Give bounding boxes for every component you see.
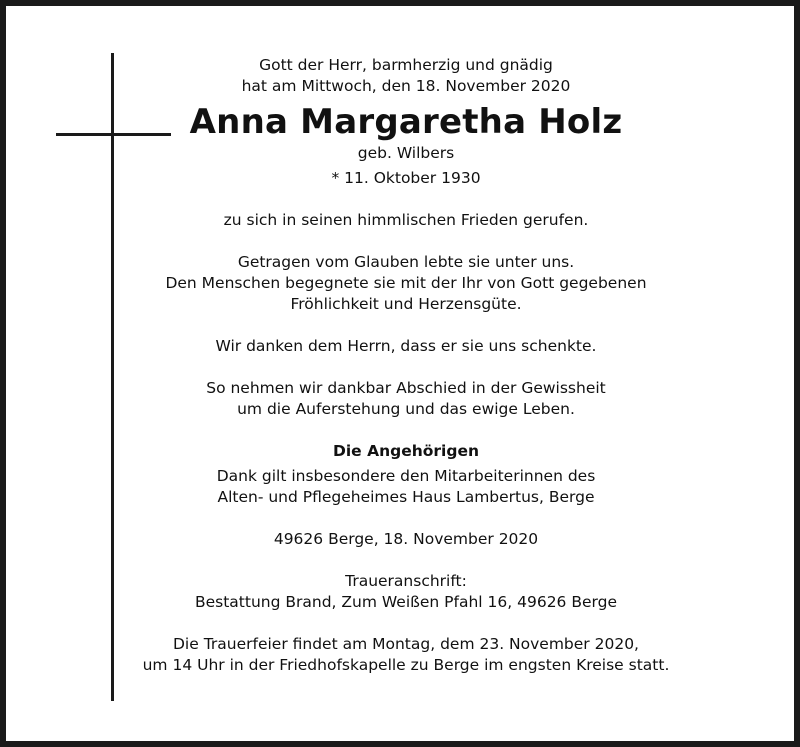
gratitude-line: Alten- und Pflegeheimes Haus Lambertus, Berge xyxy=(217,488,595,506)
farewell-line: um die Auferstehung und das ewige Leben. xyxy=(237,400,575,418)
farewell-paragraph xyxy=(126,378,686,420)
ceremony-line: Die Trauerfeier findet am Montag, dem 23. November 2020, xyxy=(173,635,639,653)
faith-line: Fröhlichkeit und Herzensgüte. xyxy=(290,295,522,313)
address-value: Bestattung Brand, Zum Weißen Pfahl 16, 49626 Berge xyxy=(194,593,617,611)
ceremony-line: um 14 Uhr in der Friedhofskapelle zu Berge im engsten Kreise statt. xyxy=(142,656,670,674)
cross-vertical-bar xyxy=(111,53,114,701)
intro-line-2: hat am Mittwoch, den 18. November 2020 xyxy=(241,77,571,95)
faith-line: Den Menschen begegnete sie mit der Ihr von Gott gegebenen xyxy=(165,274,647,292)
called-line: zu sich in seinen himmlischen Frieden gerufen. xyxy=(223,211,589,229)
intro-line-1: Gott der Herr, barmherzig und gnädig xyxy=(259,56,553,74)
place-date: 49626 Berge, 18. November 2020 xyxy=(273,530,539,548)
farewell-line: So nehmen wir dankbar Abschied in der Gewissheit xyxy=(206,379,606,397)
faith-paragraph xyxy=(126,252,686,315)
gratitude-line: Dank gilt insbesondere den Mitarbeiterinnen des xyxy=(216,467,596,485)
gratitude-paragraph xyxy=(126,466,686,508)
address-block xyxy=(126,571,686,613)
deceased-name: Anna Margaretha Holz xyxy=(189,102,623,142)
ceremony-paragraph xyxy=(126,634,686,676)
maiden-name: geb. Wilbers xyxy=(357,144,455,162)
address-label: Traueranschrift: xyxy=(345,572,467,590)
family-signature: Die Angehörigen xyxy=(332,442,479,460)
birth-date: * 11. Oktober 1930 xyxy=(331,169,481,187)
obituary-text xyxy=(126,55,686,676)
faith-line: Getragen vom Glauben lebte sie unter uns. xyxy=(237,253,575,271)
thanks-lord-line: Wir danken dem Herrn, dass er sie uns schenkte. xyxy=(215,337,597,355)
